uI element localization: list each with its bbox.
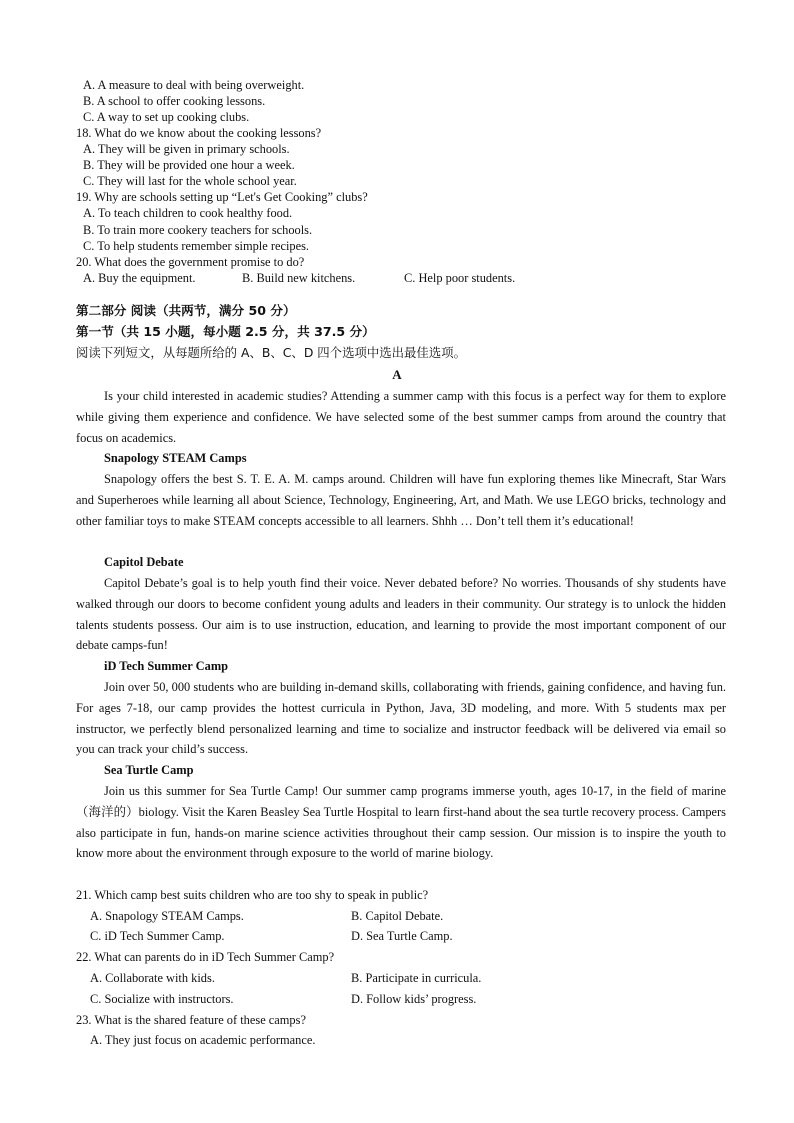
q19-option-b: B. To train more cookery teachers for schools. <box>83 223 313 237</box>
q19-option-a: A. To teach children to cook healthy food. <box>83 206 293 220</box>
q17-option-a: A. A measure to deal with being overweight. <box>83 78 305 92</box>
camp-title-capitol-debate: Capitol Debate <box>104 555 184 569</box>
camp-title-id-tech: iD Tech Summer Camp <box>104 659 229 673</box>
part2-heading: 第二部分 阅读（共两节，满分 50 分） <box>76 303 296 318</box>
q21-stem: 21. Which camp best suits children who are too shy to speak in public? <box>76 888 429 902</box>
q21-option-c: C. iD Tech Summer Camp. <box>90 929 225 943</box>
camp-text-snapology: Snapology offers the best S. T. E. A. M. camps around. Children will have fun exploring themes like Minecraft, Star Wars and Superheroes while learning all about Science, Technology, Engineering, Art, and Math. We use LEGO bricks, technology and other familiar toys to make STEAM concepts accessible to all learners. Shhh … Don’t tell them it’s educational! <box>76 472 726 528</box>
camp-text-id-tech: Join over 50, 000 students who are building in-demand skills, collaborating with friends, gaining confidence, and having fun. For ages 7-18, our camp provides the hottest curricula in Python, Java, 3D modeling, and more. With 5 students max per instructor, we perfectly blend personalized learning and time to socialize and instructor feedback will be delivered via email so you can track your child’s success. <box>76 680 726 757</box>
passage-letter: A <box>392 367 402 382</box>
q21-option-a: A. Snapology STEAM Camps. <box>90 909 244 923</box>
q18-stem: 18. What do we know about the cooking lessons? <box>76 126 322 140</box>
q23-option-a: A. They just focus on academic performance. <box>90 1033 316 1047</box>
q21-option-d: D. Sea Turtle Camp. <box>351 929 453 943</box>
q22-option-b: B. Participate in curricula. <box>351 971 482 985</box>
camp-title-sea-turtle: Sea Turtle Camp <box>104 763 194 777</box>
q18-option-b: B. They will be provided one hour a week. <box>83 158 295 172</box>
q17-option-b: B. A school to offer cooking lessons. <box>83 94 266 108</box>
q22-option-c: C. Socialize with instructors. <box>90 992 234 1006</box>
q19-stem: 19. Why are schools setting up “Let's Get Cooking” clubs? <box>76 190 368 204</box>
q20-option-c: C. Help poor students. <box>404 271 516 285</box>
reading-instruction: 阅读下列短文，从每题所给的 A、B、C、D 四个选项中选出最佳选项。 <box>76 345 466 360</box>
section1-heading: 第一节（共 15 小题，每小题 2.5 分，共 37.5 分） <box>76 324 375 339</box>
q20-option-b: B. Build new kitchens. <box>242 271 356 285</box>
q20-option-a: A. Buy the equipment. <box>83 271 196 285</box>
q18-option-c: C. They will last for the whole school year. <box>83 174 297 188</box>
q19-option-c: C. To help students remember simple recipes. <box>83 239 310 253</box>
q17-option-c: C. A way to set up cooking clubs. <box>83 110 250 124</box>
passage-intro: Is your child interested in academic studies? Attending a summer camp with this focus is a perfect way for them to explore while giving them experience and confidence. We have selected some of the best summer camps from around the country that focus on academics. <box>76 389 726 445</box>
q22-option-d: D. Follow kids’ progress. <box>351 992 477 1006</box>
q22-stem: 22. What can parents do in iD Tech Summer Camp? <box>76 950 335 964</box>
q18-option-a: A. They will be given in primary schools. <box>83 142 290 156</box>
q22-option-a: A. Collaborate with kids. <box>90 971 215 985</box>
camp-text-capitol-debate: Capitol Debate’s goal is to help youth find their voice. Never debated before? No worries. Thousands of shy students have walked through our doors to become confident young adults and leaders in their community. Our strategy is to unlock the hidden talents students possess. Our aim is to use instruction, education, and learning to provide the most important component of our debate camps-fun! <box>76 576 726 653</box>
camp-text-sea-turtle: Join us this summer for Sea Turtle Camp! Our summer camp programs immerse youth, ages 10-17, in the field of marine（海洋的）biology. Visit the Karen Beasley Sea Turtle Hospital to learn first-hand about the sea turtle recovery process. Campers also participate in fun, hands-on marine science activities throughout their camp session. Our mission is to inspire the youth to know more about the environment through exposure to the world of marine biology. <box>76 784 726 861</box>
camp-title-snapology: Snapology STEAM Camps <box>104 451 247 465</box>
q20-stem: 20. What does the government promise to do? <box>76 255 305 269</box>
q23-stem: 23. What is the shared feature of these camps? <box>76 1013 306 1027</box>
q21-option-b: B. Capitol Debate. <box>351 909 444 923</box>
